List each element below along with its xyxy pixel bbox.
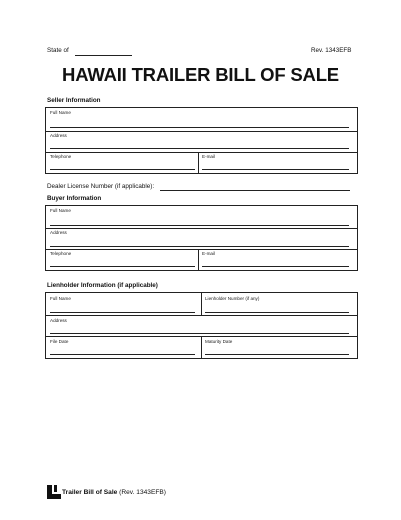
lienholder-full-name-label: Full Name (50, 296, 71, 301)
lienholder-file-date-line[interactable] (50, 354, 195, 355)
buyer-section-title: Buyer Information (47, 195, 102, 202)
seller-row-divider (45, 131, 358, 132)
buyer-info-box (45, 205, 358, 271)
seller-telephone-label: Telephone (50, 154, 72, 159)
lienholder-number-line[interactable] (205, 312, 349, 313)
seller-section-title: Seller Information (47, 97, 101, 104)
seller-info-box (45, 107, 358, 174)
footer-text (62, 489, 166, 496)
seller-row-divider (45, 152, 358, 153)
lienholder-row-divider (45, 315, 358, 316)
lienholder-address-line[interactable] (50, 333, 349, 334)
lienholder-section-title: Lienholder Information (if applicable) (47, 282, 158, 289)
buyer-row-divider (45, 228, 358, 229)
seller-full-name-label: Full Name (50, 110, 71, 115)
dealer-license-label: Dealer License Number (if applicable): (47, 183, 155, 190)
seller-address-label: Address (50, 133, 67, 138)
state-label: State of (47, 47, 69, 54)
buyer-telephone-line[interactable] (50, 266, 195, 267)
buyer-full-name-label: Full Name (50, 208, 71, 213)
lienholder-address-label: Address (50, 318, 67, 323)
seller-column-divider (198, 152, 199, 174)
buyer-email-line[interactable] (202, 266, 349, 267)
dealer-license-line[interactable] (160, 190, 350, 191)
buyer-telephone-label: Telephone (50, 251, 72, 256)
lienholder-file-date-label: File Date (50, 339, 69, 344)
buyer-row-divider (45, 249, 358, 250)
buyer-email-label: E-mail (202, 251, 216, 256)
buyer-address-label: Address (50, 230, 67, 235)
lienholder-maturity-date-line[interactable] (205, 354, 349, 355)
buyer-address-line[interactable] (50, 246, 349, 247)
seller-email-line[interactable] (202, 169, 349, 170)
lienholder-column-divider (201, 293, 202, 315)
seller-full-name-line[interactable] (50, 127, 349, 128)
state-blank-line[interactable] (75, 55, 132, 56)
seller-email-label: E-mail (202, 154, 216, 159)
revision-number: Rev. 1343EFB (311, 47, 352, 54)
page-title: HAWAII TRAILER BILL OF SALE (62, 64, 339, 85)
buyer-column-divider (198, 249, 199, 271)
lienholder-info-box (45, 292, 358, 359)
buyer-full-name-line[interactable] (50, 225, 349, 226)
brand-logo-icon (47, 485, 61, 499)
seller-telephone-line[interactable] (50, 169, 195, 170)
lienholder-column-divider (201, 336, 202, 359)
lienholder-number-label: Lienholder Number (if any) (205, 296, 260, 301)
lienholder-full-name-line[interactable] (50, 312, 195, 313)
footer-text: Trailer Bill of Sale (Rev. 1343EFB) (62, 489, 166, 496)
seller-address-line[interactable] (50, 148, 349, 149)
lienholder-maturity-date-label: Maturity Date (205, 339, 233, 344)
